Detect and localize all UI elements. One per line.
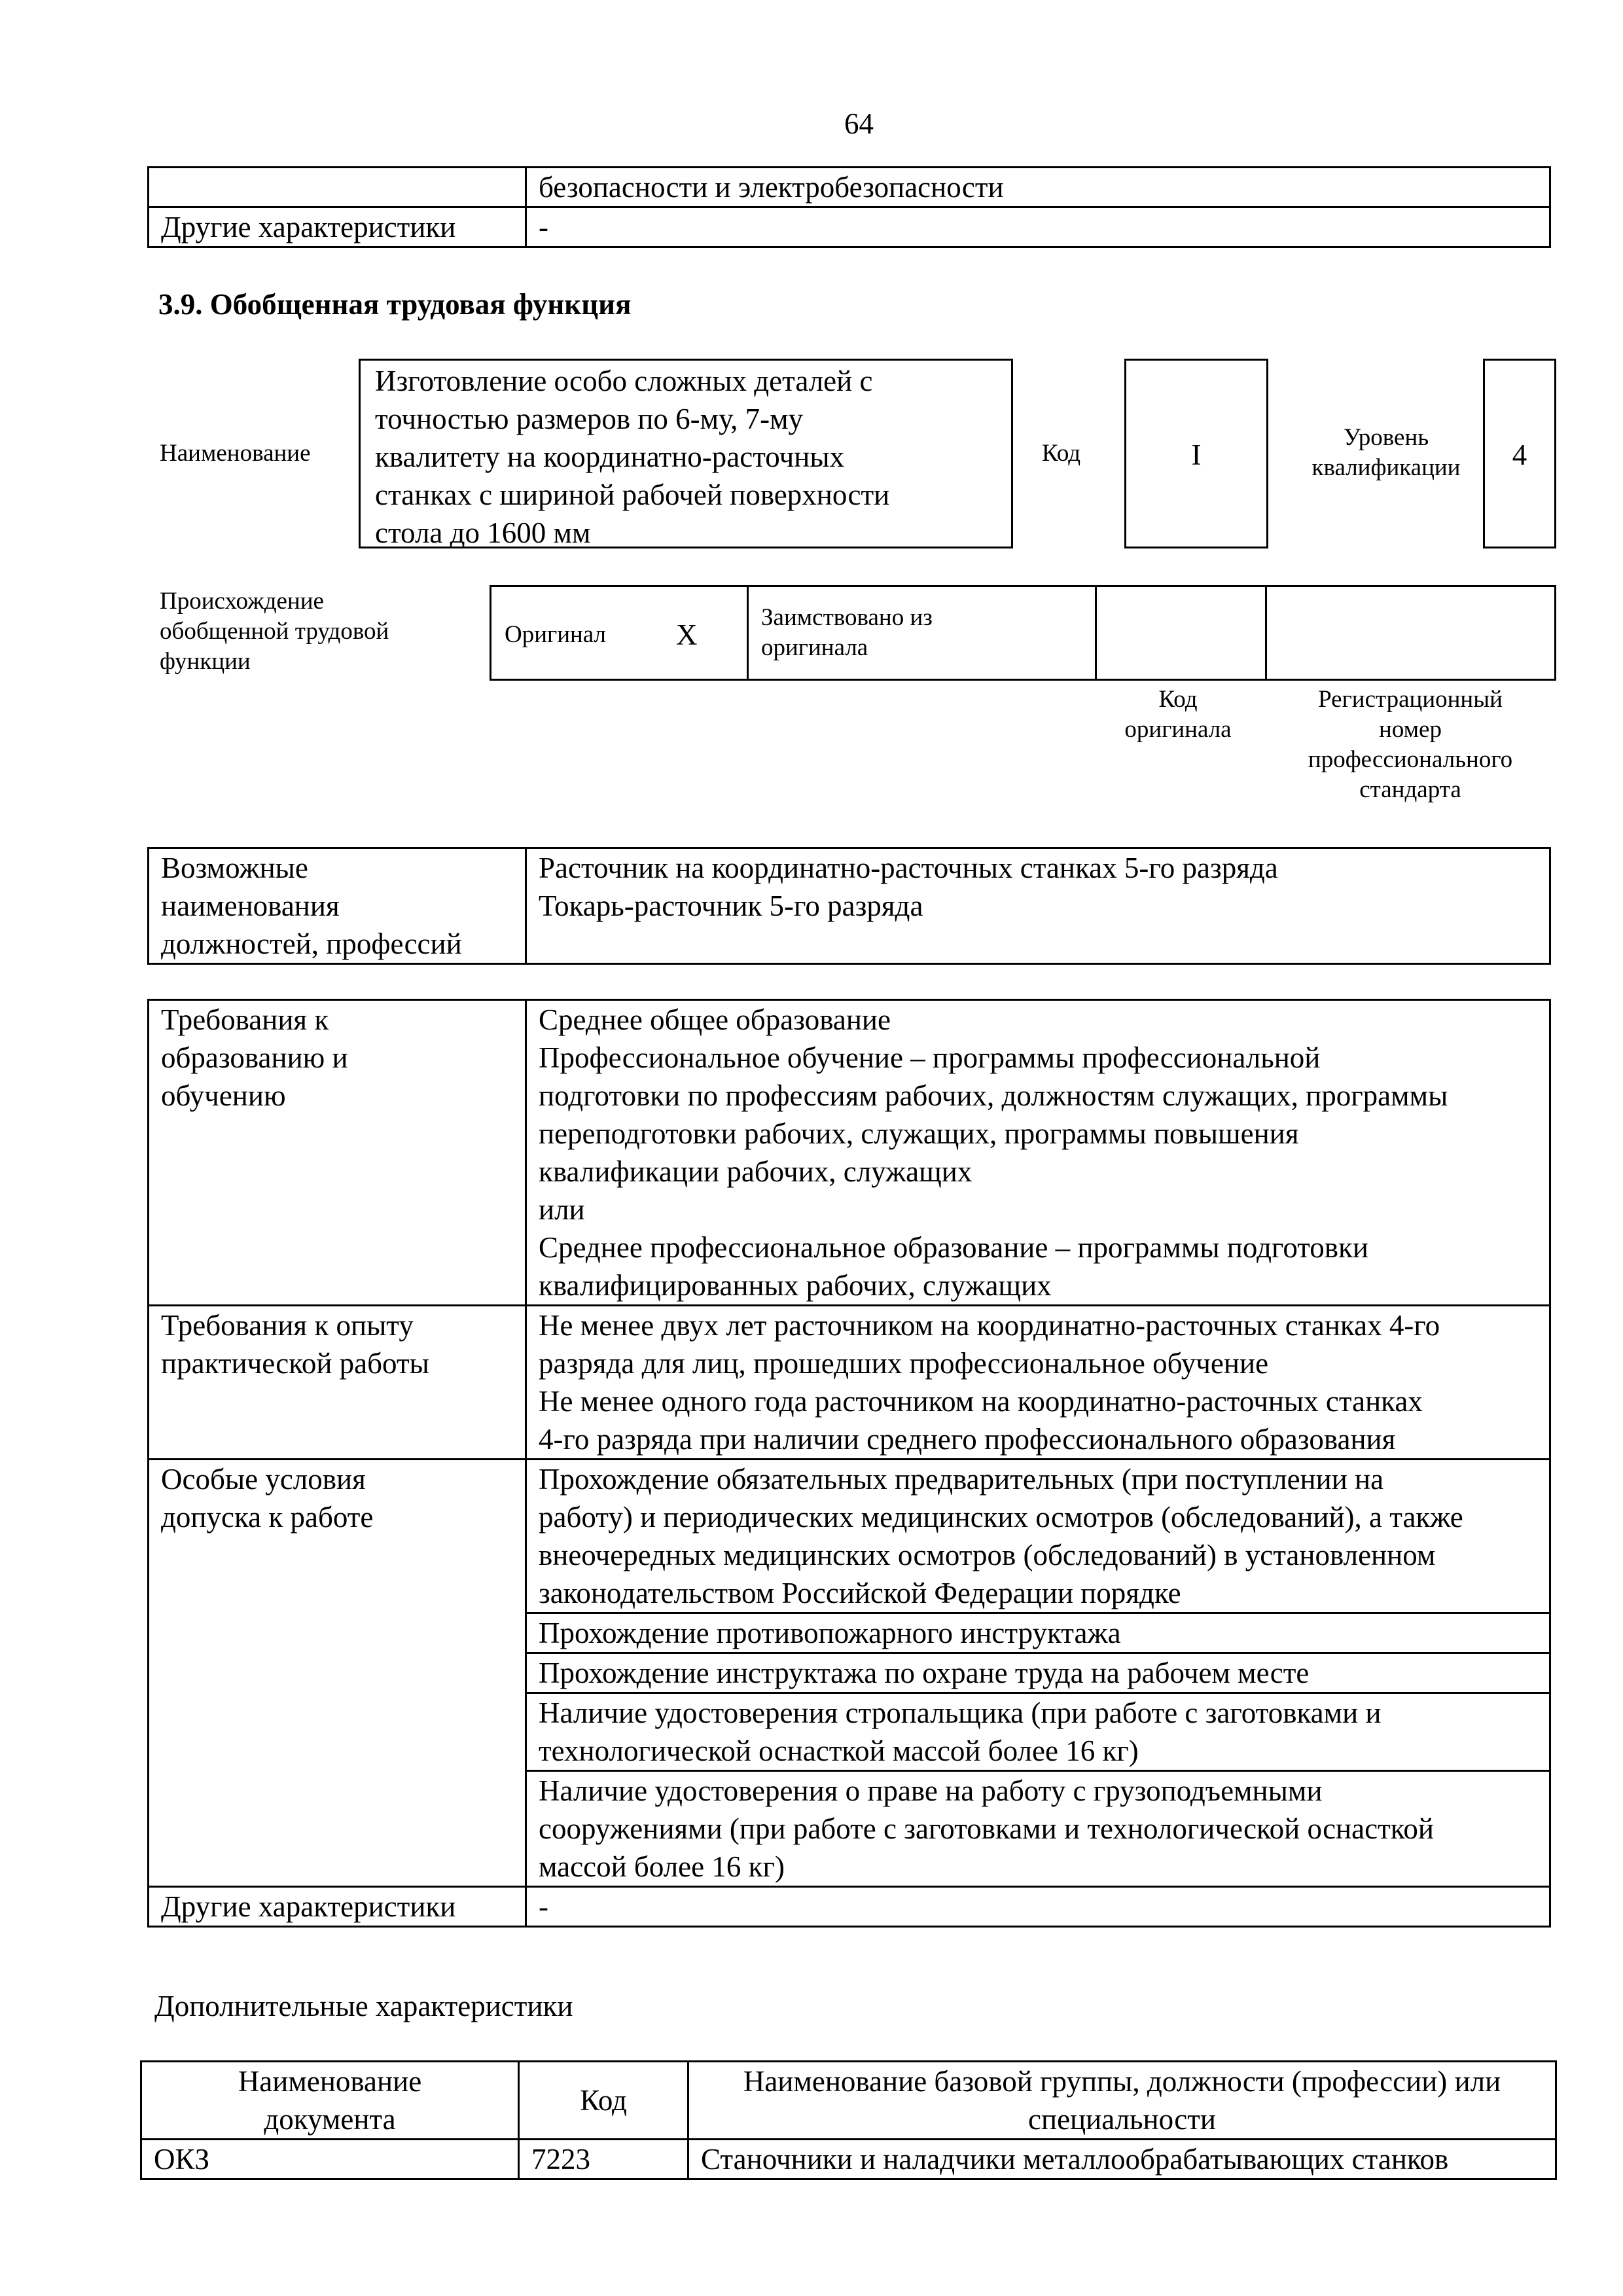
divider: [1265, 587, 1267, 679]
name-label: Наименование: [160, 440, 311, 467]
code-label: Код: [1042, 440, 1081, 467]
special-condition-item: Наличие удостоверения о праве на работу с грузоподъемными сооружениями (при работе с заготовками и технологической оснасткой массой более 16 кг): [526, 1771, 1550, 1887]
continued-text: безопасности и электробезопасности: [526, 168, 1550, 207]
group-name-cell: Станочники и наладчики металлообрабатывающих станков: [688, 2140, 1556, 2179]
special-condition-item: Прохождение обязательных предварительных (при поступлении на работу) и периодических медицинских осмотров (обследований), а также внеочередных медицинских осмотров (обследований) в установленном законодательством Российской Федерации порядке: [526, 1460, 1550, 1613]
positions-table: [147, 847, 1551, 965]
borrowed-label: Заимствовано из оригинала: [761, 604, 933, 661]
additional-title: Дополнительные характеристики: [154, 1990, 573, 2022]
qualification-level-label: Уровень квалификации: [1311, 424, 1461, 481]
experience-requirements: Не менее двух лет расточником на координатно-расточных станках 4-го разряда для лиц, прошедших профессиональное обучение Не менее одного года расточником на координатно-расточных станках 4-го разряда при наличии среднего профессионального образования: [526, 1306, 1550, 1460]
page-number: 64: [844, 107, 874, 140]
registration-number-caption: Регистрационный номер профессионального стандарта: [1308, 686, 1513, 803]
original-label: Оригинал: [505, 621, 607, 648]
special-conditions-label: Особые условия допуска к работе: [149, 1460, 526, 1887]
function-name-box: Изготовление особо сложных деталей с точностью размеров по 6-му, 7-му квалитету на координатно-расточных станках с шириной рабочей поверхности стола до 1600 мм: [359, 359, 1013, 548]
other-characteristics-value: -: [526, 207, 1550, 247]
special-condition-item: Прохождение инструктажа по охране труда на рабочем месте: [526, 1653, 1550, 1693]
education-requirements: Среднее общее образование Профессиональное обучение – программы профессиональной подготовки по профессиям рабочих, должностям служащих, программы переподготовки рабочих, служащих, программы повышения квалификации рабочих, служащих или Среднее профессиональное образование – программы подготовки квалифицированных рабочих, служащих: [526, 1000, 1550, 1306]
other-characteristics-value: -: [526, 1887, 1550, 1927]
qualification-level-value: 4: [1483, 359, 1556, 548]
divider: [1095, 587, 1097, 679]
top-table: [147, 166, 1551, 248]
special-condition-item: Прохождение противопожарного инструктажа: [526, 1613, 1550, 1653]
requirements-table: [147, 999, 1551, 1928]
doc-cell: ОКЗ: [141, 2140, 519, 2179]
experience-label: Требования к опыту практической работы: [149, 1306, 526, 1460]
original-mark: X: [676, 619, 698, 651]
special-condition-item: Наличие удостоверения стропальщика (при работе с заготовками и технологической оснасткой массой более 16 кг): [526, 1693, 1550, 1771]
table-row: [141, 2140, 1556, 2179]
positions-label: Возможные наименования должностей, профессий: [149, 848, 526, 964]
other-characteristics-label: Другие характеристики: [149, 1887, 526, 1927]
origin-box: [490, 585, 1556, 681]
original-code-caption: Код оригинала: [1124, 686, 1232, 743]
additional-table: [140, 2060, 1557, 2180]
section-title: 3.9. Обобщенная трудовая функция: [158, 288, 632, 321]
other-characteristics-label: Другие характеристики: [149, 207, 526, 247]
code-value-box: I: [1124, 359, 1268, 548]
code-header: Код: [519, 2062, 688, 2140]
origin-label: Происхождение обобщенной трудовой функции: [160, 588, 389, 675]
code-cell: 7223: [519, 2140, 688, 2179]
group-name-header: Наименование базовой группы, должности (профессии) или специальности: [688, 2062, 1556, 2140]
doc-header: Наименование документа: [141, 2062, 519, 2140]
positions-value: Расточник на координатно-расточных станках 5-го разряда Токарь-расточник 5-го разряда: [526, 848, 1550, 964]
divider: [747, 587, 749, 679]
education-label: Требования к образованию и обучению: [149, 1000, 526, 1306]
